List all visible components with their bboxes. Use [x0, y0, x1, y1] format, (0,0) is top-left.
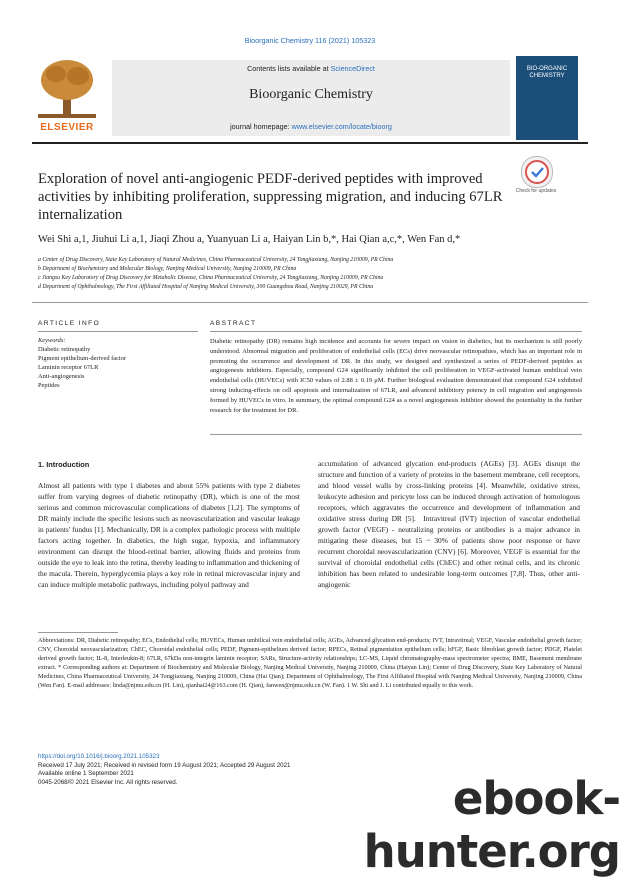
abstract-end-rule	[210, 434, 582, 435]
keyword-item: Laminin receptor 67LR	[38, 364, 99, 371]
abstract-text: Diabetic retinopathy (DR) remains high incidence and accounts for severe impact on vision in diabetics, but its mechanism is still poorly understood. Abnormal migration and proliferation of endothelial cells (ECs) drive neovascular retinopathies, which has an important role in promoting the occurrence and development of DR. In this study, we designed and synthesized a series of PEDF-derived peptides as angiogenesis inhibitors. Especially, compound G24 significantly inhibited the cell proliferation in VEGF-activated human umbilical vein endothelial cells (HUVECs) with IC50 values of 2.88 ± 0.19 μM. Further biological evaluation demonstrated that compound G24 exhibited strong inducing-effects on cell apoptosis and internalization of 67LR, and advanced inhibitory potency in cell migration and angiogenesis formed by HUVECs in vitro. In summary, the optimal compound G24 as a novel angiogenesis inhibitor showed the potentiality in the further research for the treatment for DR.	[210, 338, 582, 414]
homepage-link[interactable]: www.elsevier.com/locate/bioorg	[291, 122, 392, 131]
header-rule	[32, 142, 588, 144]
article-history	[38, 753, 338, 787]
keyword-item: Pigment epithelium-derived factor	[38, 355, 127, 362]
online-date: Available online 1 September 2021	[38, 770, 134, 778]
keyword-item: Peptides	[38, 382, 60, 389]
doi-link[interactable]: https://doi.org/10.1016/j.bioorg.2021.105323	[38, 753, 160, 760]
abstract-heading: ABSTRACT	[210, 320, 257, 327]
footnote-rule	[38, 632, 118, 633]
abstract-rule	[210, 331, 582, 332]
homepage-prefix: journal homepage:	[230, 122, 292, 131]
keyword-item: Anti-angiogenesis	[38, 373, 85, 380]
affiliation-a: a Center of Drug Discovery, State Key Laboratory of Natural Medicines, China Pharmaceutical University, 24 Tongjiaxiang, Nanjing 210009, PR China	[38, 257, 394, 263]
keyword-item: Diabetic retinopathy	[38, 346, 91, 353]
article-info-rule	[38, 331, 198, 332]
contents-prefix: Contents lists available at	[247, 64, 331, 73]
introduction-column-1: Almost all patients with type 1 diabetes and about 55% patients with type 2 diabetes suffer from varying degrees of diabetic retinopathy (DR), which is one of the most serious and common microvascular complications of diabetes [1,2]. The symptoms of DR mainly include the specific lesions such as neovascularization and vascular leakage in patients' fundus [1]. Mechanically, DR is a complex pathologic process with multiple factors acting together. In diabetics, the high sugar, hypoxia, and inflammatory environment can disrupt the blood-retinal barrier, allowing fluids and proteins from outside the eye to leak into the retina, thereby leading to inflammation and thickening of the macula. Therein, hyperglycemia plays a key role in retinal microvascular injury and can induce multiple metabolic pathways, including polyol pathway and	[38, 481, 300, 589]
introduction-column-2: accumulation of advanced glycation end-products (AGEs) [3]. AGEs disrupt the structure and function of a variety of proteins in the basement membrane, cell receptors, and blood vessel walls by cross-linking proteins [4]. Meanwhile, oxidative stress, leukocyte adhesion and pericyte loss can be induced through activation of homologous receptors, which aggravates the occurrence and development of inflammation and oxidative stress during DR [5]. Intravitreal (IVT) injection of vascular endothelial growth factor (VEGF) - neutralizing proteins or antibodies is a major advance in mitigating these diseases, but 15 ~ 30% of patients show poor response or have recurrent choroidal neovascularization (CNV) [6]. Moreover, VEGF is essential for the survival of choroidal endothelial cells (ChEC) and other retinal cells, and its chronic inhibition has been related to undesirable long-term outcomes [7,8]. Thus, other anti-angiogenic	[318, 459, 580, 589]
keywords-label: Keywords:	[38, 337, 66, 344]
affiliation-b: b Department of Biochemistry and Molecular Biology, Nanjing Medical University, Nanjing 210009, PR China	[38, 266, 297, 272]
article-title: Exploration of novel anti-angiogenic PEDF-derived peptides with improved activities by inhibiting proliferation, suppressing migration, and inducing 67LR internalization	[38, 171, 503, 223]
journal-reference[interactable]: Bioorganic Chemistry 116 (2021) 105323	[244, 36, 376, 45]
footnotes: Abbreviations: DR, Diabetic retinopathy; ECs, Endothelial cells; HUVECs, Human umbilical vein endothelial cells; AGEs, Advanced glycation end-products; IVT, Intravitreal; VEGF, Vascular endothelial growth factor; CNV, Choroidal neovascularization; ChEC, Choroidal endothelial cells; PEDF, Pigment-epithelium derived factor; RPECs, Retinal pigmentation epithelium cells; bFGF, Basic fibroblast growth factor; PDGF, Platelet derived growth factor; IL-8, Interleukin-8; 67LR, 67kDa non-integrin laminin receptor; SARs, Structure-activity relationships; LC-MS, Liquid chromatography-mass spectrometer spectra; BME, Basement membrane extract. * Corresponding authors at: Department of Biochemistry and Molecular Biology, Nanjing Medical University, Nanjing 210009, China (Haiyan Lin); Center of Drug Discovery, State Key Laboratory of Natural Medicines, China Pharmaceutical University, 24 Tongjiaxiang, Nanjing 210009, China (Hai Qian); Department of Ophthalmology, The First Affiliated Hospital with Nanjing Medical University, Nanjing 210009, China (Wen Fan). E-mail addresses: linda@njmu.edu.cn (H. Lin), qianhai24@163.com (H. Qian), fanwen@njmu.edu.cn (W. Fan). 1 W. Shi and J. Li contributed equally to this work.	[38, 637, 582, 689]
author-list: Wei Shi a,1, Jiuhui Li a,1, Jiaqi Zhou a, Yuanyuan Li a, Haiyan Lin b,*, Hai Qian a,c,*, Wen Fan d,*	[38, 234, 461, 245]
contents-line	[112, 64, 510, 73]
cover-title: BIO-ORGANIC CHEMISTRY	[526, 66, 568, 79]
journal-name: Bioorganic Chemistry	[249, 87, 373, 102]
check-for-updates-icon[interactable]	[521, 156, 553, 188]
affiliation-d: d Department of Ophthalmology, The First Affiliated Hospital of Nanjing Medical University, 300 Guangzhou Road, Nanjing 210029, PR China	[38, 284, 374, 290]
introduction-heading: 1. Introduction	[38, 460, 90, 469]
publisher-logo-text: ELSEVIER	[40, 122, 94, 133]
check-for-updates-label[interactable]: Check for updates	[515, 188, 557, 194]
received-dates: Received 17 July 2021; Received in revised form 19 August 2021; Accepted 29 August 2021	[38, 761, 291, 769]
copyright: 0045-2068/© 2021 Elsevier Inc. All rights reserved.	[38, 778, 178, 786]
affiliation-c: c Jiangsu Key Laboratory of Drug Discovery for Metabolic Disease, China Pharmaceutical University, 24 Tongjiaxiang, Nanjing 210009, PR China	[38, 275, 384, 281]
section-rule	[32, 302, 588, 303]
homepage-line	[112, 122, 510, 131]
sciencedirect-link[interactable]: ScienceDirect	[330, 64, 375, 73]
article-info-heading: ARTICLE INFO	[38, 320, 101, 327]
watermark-text: ebook-hunter.org	[363, 772, 620, 878]
